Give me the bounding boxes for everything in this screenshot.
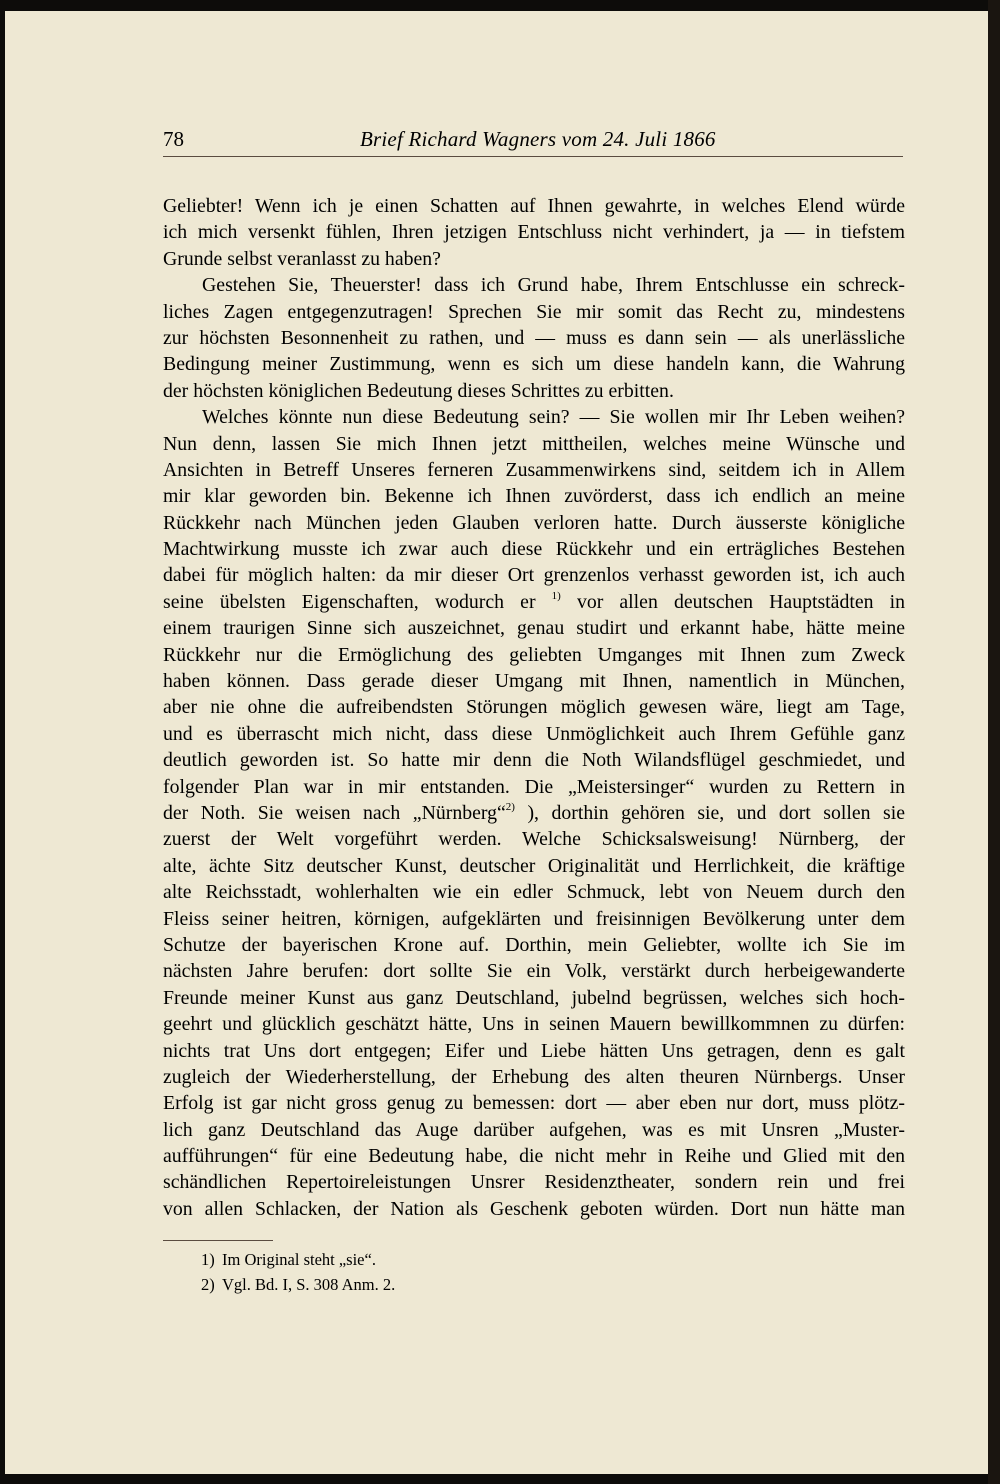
footnote-marker[interactable]: 1): [551, 589, 561, 602]
text-line: schändlichen Repertoireleistungen Unsrer Residenztheater, sondern rein und frei: [163, 1171, 905, 1194]
text-line: Geliebter! Wenn ich je einen Schatten auf Ihnen gewahrte, in welches Elend würde: [163, 195, 905, 217]
text-line: folgender Plan war in mir entstanden. Die „Meistersinger“ wurden zu Rettern in: [163, 775, 905, 798]
footnote-mark: 1): [201, 1250, 215, 1269]
text-segment: der Noth. Sie weisen nach „Nürnberg“: [163, 801, 506, 824]
text-line: zuerst der Welt vorgeführt werden. Welche Schicksalsweisung! Nürnberg, der: [163, 828, 905, 851]
text-line: Gestehen Sie, Theuerster! dass ich Grund habe, Ihrem Entschlusse ein schreck-: [202, 274, 905, 297]
text-line: haben können. Dass gerade dieser Umgang mit Ihnen, namentlich in München,: [163, 670, 905, 693]
text-line: zur höchsten Besonnenheit zu rathen, und — muss es dann sein — als unerlässliche: [163, 326, 905, 349]
footnote-text: Im Original steht „sie“.: [222, 1250, 376, 1269]
header-rule: [163, 156, 903, 157]
text-line: Freunde meiner Kunst aus ganz Deutschland, jubelnd begrüssen, welches sich hoch-: [163, 986, 905, 1009]
footnote-2: [201, 1272, 395, 1297]
page-number: 78: [163, 127, 184, 151]
text-line: Schutze der bayerischen Krone auf. Dorthin, mein Geliebter, wollte ich Sie im: [163, 933, 905, 956]
text-line: alte Reichsstadt, wohlerhalten wie ein edler Schmuck, lebt von Neuem durch den: [163, 881, 905, 904]
text-segment: seine übelsten Eigenschaften, wodurch er: [163, 590, 536, 613]
text-line: [163, 800, 905, 826]
text-line: geehrt und glücklich geschätzt hätte, Uns in seinen Mauern bewillkommnen zu dürfen:: [163, 1013, 905, 1036]
text-line: Ansichten in Betreff Unseres ferneren Zusammenwirkens sind, seitdem ich in Allem: [163, 458, 905, 481]
text-line: nächsten Jahre berufen: dort sollte Sie ein Volk, verstärkt durch herbeigewanderte: [163, 960, 905, 983]
running-head: Brief Richard Wagners vom 24. Juli 1866: [360, 127, 716, 151]
text-line: einem traurigen Sinne sich auszeichnet, genau studirt und erkannt habe, hätte meine: [163, 617, 905, 640]
text-line: ich mich versenkt fühlen, Ihren jetzigen Entschluss nicht verhindert, ja — in tiefstem: [163, 221, 905, 244]
footnote-1: [201, 1247, 395, 1272]
text-line: nichts trat Uns dort entgegen; Eifer und Liebe hätten Uns getragen, denn es galt: [163, 1039, 905, 1062]
text-line: mir klar geworden bin. Bekenne ich Ihnen zuvörderst, dass ich endlich an meine: [163, 485, 905, 508]
text-line: lich ganz Deutschland das Auge darüber aufgehen, was es mit Unsren „Muster-: [163, 1118, 905, 1141]
text-line: Welches könnte nun diese Bedeutung sein? — Sie wollen mir Ihr Leben weihen?: [202, 406, 905, 429]
text-line: Rückkehr nur die Ermöglichung des geliebten Umganges mit Ihnen zum Zweck: [163, 643, 905, 666]
text-line: von allen Schlacken, der Nation als Geschenk geboten würden. Dort nun hätte man: [163, 1197, 905, 1220]
text-line: Erfolg ist gar nicht gross genug zu bemessen: dort — aber eben nur dort, muss plötz-: [163, 1092, 905, 1115]
scan-edge: [988, 0, 1000, 1484]
text-line: Grunde selbst veranlasst zu haben?: [163, 247, 441, 270]
text-line: Nun denn, lassen Sie mich Ihnen jetzt mittheilen, welches meine Wünsche und: [163, 432, 905, 455]
text-line: [163, 589, 905, 615]
text-line: Bedingung meiner Zustimmung, wenn es sich um diese handeln kann, die Wahrung: [163, 353, 905, 376]
text-line: alte, ächte Sitz deutscher Kunst, deutscher Originalität und Herrlichkeit, die kräftige: [163, 854, 905, 877]
footnote-text: Vgl. Bd. I, S. 308 Anm. 2.: [222, 1275, 396, 1294]
text-line: Rückkehr nach München jeden Glauben verloren hatte. Durch äusserste königliche: [163, 511, 905, 534]
text-line: und es überrascht mich nicht, dass diese Unmöglichkeit auch Ihrem Gefühle ganz: [163, 722, 905, 745]
text-line: liches Zagen entgegenzutragen! Sprechen Sie mir somit das Recht zu, mindestens: [163, 300, 905, 323]
footnote-marker[interactable]: 2): [505, 800, 515, 813]
text-line: deutlich geworden ist. So hatte mir denn die Noth Wilandsflügel geschmiedet, und: [163, 749, 905, 772]
text-segment: vor allen deutschen Hauptstädten in: [576, 590, 906, 613]
text-line: zugleich der Wiederherstellung, der Erhebung des alten theuren Nürnbergs. Unser: [163, 1065, 905, 1088]
footnotes: [201, 1247, 395, 1297]
text-line: dabei für möglich halten: da mir dieser Ort grenzenlos verhasst geworden ist, ich auch: [163, 564, 905, 587]
footnote-mark: 2): [201, 1275, 215, 1294]
footnote-rule: [163, 1240, 273, 1241]
text-line: Fleiss seiner heitren, körnigen, aufgeklärten und freisinnigen Bevölkerung unter dem: [163, 907, 905, 930]
body-text: [163, 193, 905, 1222]
text-line: der höchsten königlichen Bedeutung dieses Schrittes zu erbitten.: [163, 379, 674, 402]
text-line: aber nie ohne die aufreibendsten Störungen möglich gewesen wäre, liegt am Tage,: [163, 696, 905, 719]
text-line: aufführungen“ für eine Bedeutung habe, die nicht mehr in Reihe und Glied mit den: [163, 1145, 905, 1168]
page-header: [163, 127, 903, 157]
text-segment: ), dorthin gehören sie, und dort sollen sie: [527, 801, 905, 824]
text-line: Machtwirkung musste ich zwar auch diese Rückkehr und ein erträgliches Bestehen: [163, 538, 905, 561]
